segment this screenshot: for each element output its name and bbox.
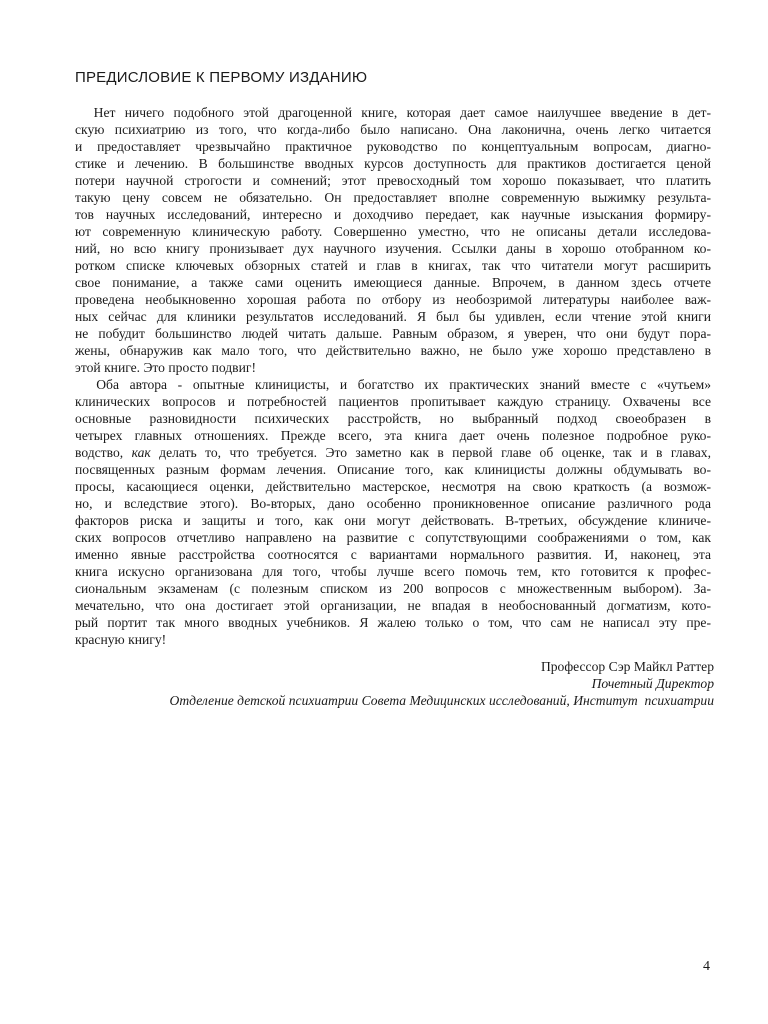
text-line: стике и лечению. В большинстве вводных курсов доступность для практиков достигается ценой (75, 156, 711, 171)
text-line: просы, касающиеся оценки, действительно мастерское, несмотря на свою краткость (а возмож- (75, 479, 711, 494)
signature-block (54, 658, 714, 709)
text-line: основные разновидности психических расстройств, но выбранный подход своеобразен в (75, 411, 711, 426)
text-line: красную книгу! (75, 632, 167, 647)
page-title: ПРЕДИСЛОВИЕ К ПЕРВОМУ ИЗДАНИЮ (75, 69, 368, 86)
text-line: и предоставляет чрезвычайно практичное руководство по концептуальным вопросам, диагно- (75, 139, 711, 154)
text-line: потери научной строгости и сомнений; этот превосходный том хорошо показывает, что платить (75, 173, 711, 188)
text-line: этой книге. Это просто подвиг! (75, 360, 256, 375)
paragraph-1 (75, 104, 711, 376)
author-title: Почетный Директор (591, 676, 714, 691)
text-line: свое понимание, а также сами оценить имеющиеся данные. Впрочем, в данном здесь отчете (75, 275, 711, 290)
text-line: ных сейчас для клиники результатов исследований. Я был бы удивлен, если чтение этой книги (75, 309, 711, 324)
text-segment: делать то, что требуется. Это заметно как в первой главе об оценке, так и в главах, (150, 445, 711, 460)
text-line: сиональным экзаменам (с полезным списком из 200 вопросов с множественным выбором). За- (75, 581, 711, 596)
text-line: ских вопросов отчетливо направлено на развитие с сопутствующими соображениями о том, как (75, 530, 711, 545)
text-line: Оба автора - опытные клиницисты, и богатство их практических знаний вместе с «чутьем» (75, 377, 711, 392)
preface-body (75, 104, 711, 648)
text-line: такую цену совсем не обязательно. Он предоставляет вполне современную выжимку результа- (75, 190, 711, 205)
text-line: проведена необыкновенно хорошая работа по отбору из необозримой литературы наиболее важ- (75, 292, 711, 307)
text-line: четырех главных отношениях. Прежде всего, эта книга дает очень полезное подробное руко- (75, 428, 711, 443)
text-line: жены, обнаружив как мало того, что действительно важно, не было уже хорошо представлено в (75, 343, 711, 358)
text-line: книга искусно организована для того, чтобы лучше всего помочь тем, кто готовится к профес- (75, 564, 711, 579)
author-affiliation: Отделение детской психиатрии Совета Медицинских исследований, Институт психиатрии (169, 693, 714, 708)
text-line: но, и вследствие этого). Во-вторых, дано особенно проникновенное описание различного рода (75, 496, 711, 511)
emphasis-text: как (131, 445, 151, 460)
text-line: клинических вопросов и потребностей пациентов пропитывает каждую страницу. Охвачены все (75, 394, 711, 409)
text-segment: водство, (75, 445, 132, 460)
text-line: не побудит большинство людей читать дальше. Равным образом, я уверен, что они будут пора- (75, 326, 711, 341)
text-line: рый портит так много вводных учебников. Я жалею только о том, что сам не написал эту пре- (75, 615, 711, 630)
page-number: 4 (703, 959, 710, 974)
paragraph-2 (75, 376, 711, 648)
text-line: именно явные расстройства соотносятся с вариантами нормального развития. И, наконец, эта (75, 547, 711, 562)
text-line: ют современную клиническую работу. Совершенно уместно, что не описаны детали исследова- (75, 224, 711, 239)
text-line: Нет ничего подобного этой драгоценной книге, которая дает самое наилучшее введение в дет- (75, 105, 711, 120)
text-line: тов научных исследований, интересно и доходчиво передает, как научные изыскания формиру- (75, 207, 711, 222)
text-line: мечательно, что она достигает этой организации, не впадая в необоснованный догматизм, кото- (75, 598, 711, 613)
text-line: посвященных разным формам лечения. Описание того, как клиницисты должны обдумывать во- (75, 462, 711, 477)
text-line (75, 444, 711, 461)
text-line: ний, но всю книгу пронизывает дух научного изучения. Ссылки даны в хорошо отобранном ко- (75, 241, 711, 256)
author-name: Профессор Сэр Майкл Раттер (540, 659, 714, 674)
text-line: ротком списке ключевых обзорных статей и глав в книгах, так что читатели могут расширить (75, 258, 711, 273)
text-line: факторов риска и защиты и того, как они могут действовать. В-третьих, обсуждение клиниче- (75, 513, 711, 528)
text-line: скую психиатрию из того, что когда-либо было написано. Она лаконична, очень легко читается (75, 122, 711, 137)
